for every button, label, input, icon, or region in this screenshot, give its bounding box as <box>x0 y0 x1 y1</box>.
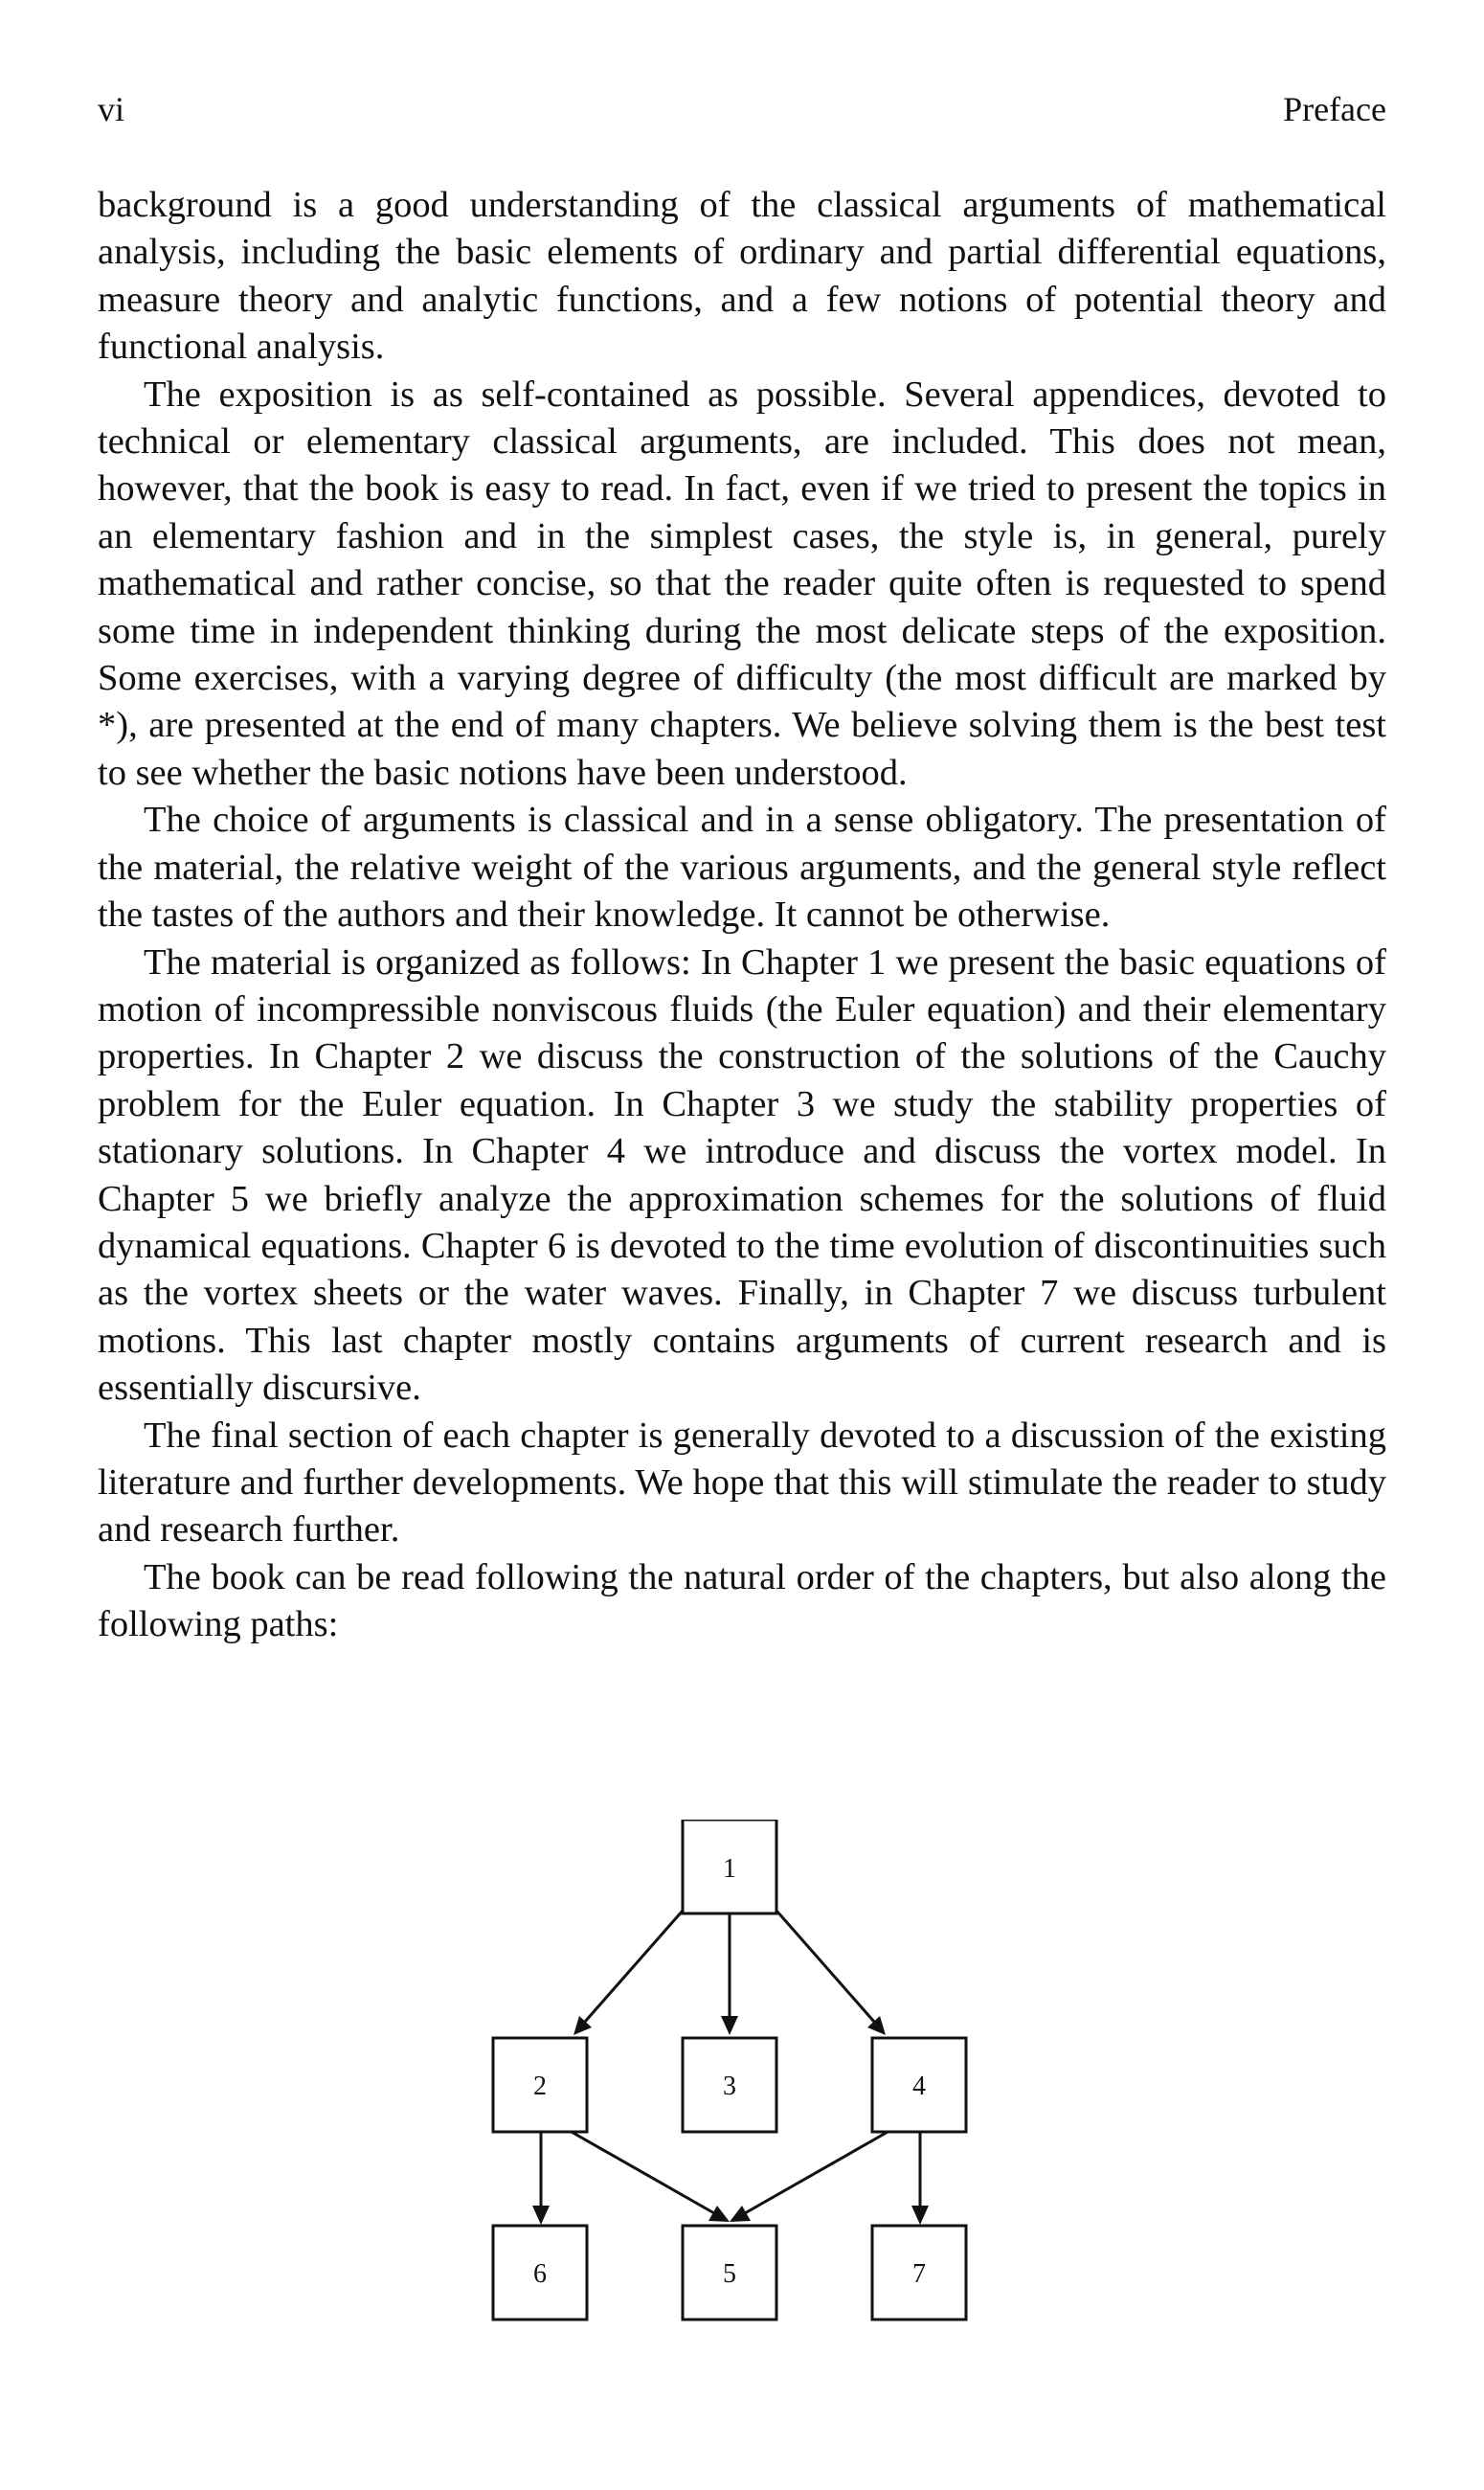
diagram-node-6 <box>493 2226 587 2320</box>
node-7-label: 7 <box>912 2259 926 2289</box>
diagram-node-7 <box>872 2226 966 2320</box>
node-5-label: 5 <box>723 2259 736 2289</box>
preface-body <box>98 182 1386 1649</box>
page-number: vi <box>98 90 125 128</box>
node-3-label: 3 <box>723 2071 736 2101</box>
section-title: Preface <box>1283 90 1386 128</box>
edge-2-5 <box>570 2131 714 2213</box>
diagram-node-5 <box>683 2226 776 2320</box>
edge-4-5-arrowhead <box>730 2206 751 2222</box>
node-6-label: 6 <box>533 2259 547 2289</box>
paragraph-reading-order: The book can be read following the natural order of the chapters, but also along the following paths: <box>98 1556 1386 1645</box>
paragraph-background: background is a good understanding of the classical arguments of mathematical analysis, including the basic elements of ordinary and partial differential equations, measure theory and analytic functions, and a few notions of potential theory and functional analysis. <box>98 185 1386 368</box>
diagram-node-4 <box>872 2038 966 2132</box>
diagram-node-3 <box>683 2038 776 2132</box>
paragraph-organization: The material is organized as follows: In Chapter 1 we present the basic equations of motion of incompressible nonviscous fluids (the Euler equation) and their elementary properties. In Chapter 2 we discuss the construction of the solutions of the Cauchy problem for the Euler equation. In Chapter 3 we study the stability properties of stationary solutions. In Chapter 4 we introduce and discuss the vortex model. In Chapter 5 we briefly analyze the approximation schemes for the solutions of fluid dynamical equations. Chapter 6 is devoted to the time evolution of discontinuities such as the vortex sheets or the water waves. Finally, in Chapter 7 we discuss turbulent motions. This last chapter mostly contains arguments of current research and is essentially discursive. <box>98 941 1386 1409</box>
diagram-node-1 <box>683 1820 776 1913</box>
diagram-node-2 <box>493 2038 587 2132</box>
edge-4-5 <box>745 2131 889 2213</box>
edge-2-5-arrowhead <box>708 2206 730 2222</box>
reading-paths-svg <box>479 1820 996 2337</box>
paragraph-choice-of-arguments: The choice of arguments is classical and in a sense obligatory. The presentation of the material, the relative weight of the various arguments, and the general style reflect the tastes of the authors and their knowledge. It cannot be otherwise. <box>98 800 1386 936</box>
reading-paths-diagram <box>479 1820 996 2337</box>
paragraph-final-section: The final section of each chapter is generally devoted to a discussion of the existing literature and further developments. We hope that this will stimulate the reader to study and research further. <box>98 1415 1386 1551</box>
edge-1-2 <box>585 1911 683 2022</box>
edge-2-6-arrowhead <box>532 2206 550 2225</box>
node-4-label: 4 <box>912 2071 926 2101</box>
node-1-label: 1 <box>723 1854 736 1884</box>
running-head <box>98 86 1386 132</box>
node-2-label: 2 <box>533 2071 547 2101</box>
edge-4-7-arrowhead <box>911 2206 929 2225</box>
paragraph-exposition: The exposition is as self-contained as possible. Several appendices, devoted to technical or elementary classical arguments, are included. This does not mean, however, that the book is easy to read. In fact, even if we tried to present the topics in an elementary fashion and in the simplest cases, the style is, in general, purely mathematical and rather concise, so that the reader quite often is requested to spend some time in independent thinking during the most delicate steps of the exposition. Some exercises, with a varying degree of difficulty (the most difficult are marked by *), are presented at the end of many chapters. We believe solving them is the best test to see whether the basic notions have been understood. <box>98 374 1386 793</box>
edge-1-3-arrowhead <box>721 2016 738 2035</box>
edge-1-4 <box>776 1911 874 2022</box>
